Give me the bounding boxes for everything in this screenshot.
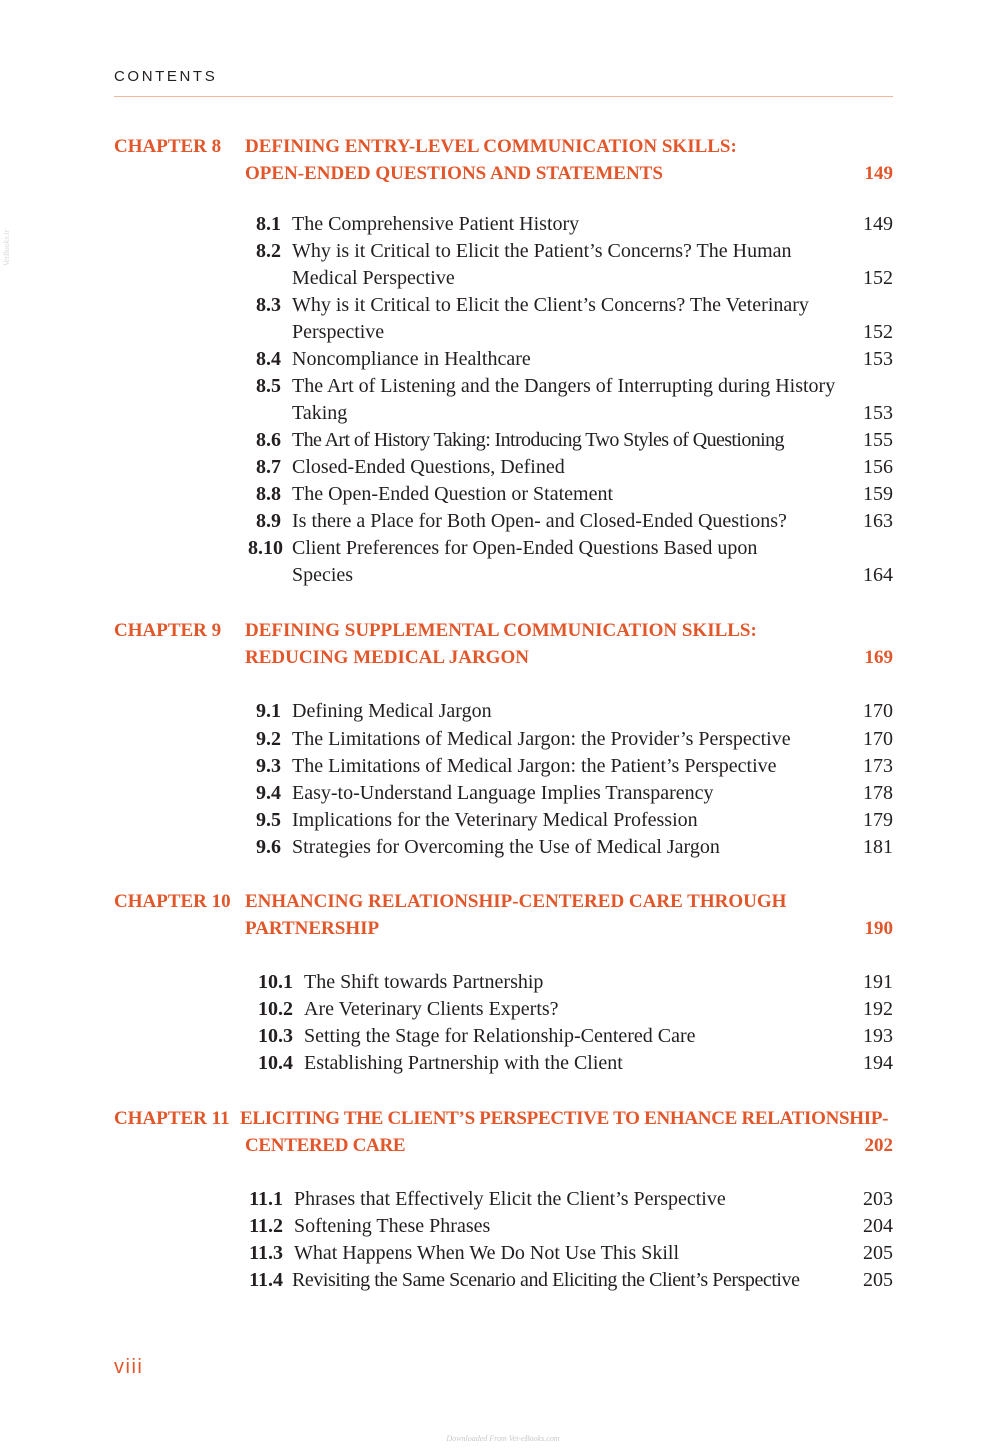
chapter-title: DEFINING SUPPLEMENTAL COMMUNICATION SKILLS: REDUCING MEDICAL JARGON (245, 620, 757, 668)
section-title: Implications for the Veterinary Medical Profession (292, 809, 698, 831)
toc-entry[interactable] (114, 807, 893, 834)
section-title: Closed-Ended Questions, Defined (292, 456, 565, 478)
section-page-number: 178 (863, 782, 893, 804)
toc-entry[interactable] (114, 969, 893, 996)
section-number: 9.1 (256, 700, 281, 722)
section-page-number: 193 (863, 1025, 893, 1047)
header-rule (114, 96, 893, 97)
chapter-heading[interactable] (114, 617, 893, 671)
section-page-number: 170 (863, 728, 893, 750)
section-number: 8.7 (256, 456, 281, 478)
toc-entry[interactable] (114, 698, 893, 725)
toc-entry[interactable] (114, 238, 893, 292)
section-number: 11.4 (249, 1269, 283, 1291)
chapter-heading[interactable] (114, 1105, 893, 1159)
section-title: Strategies for Overcoming the Use of Medical Jargon (292, 836, 720, 858)
toc-entry[interactable] (114, 454, 893, 481)
section-title: The Comprehensive Patient History (292, 213, 580, 235)
side-watermark: VetBooks.ir (2, 229, 11, 266)
section-title: The Art of History Taking: Introducing Two Styles of Questioning (292, 429, 784, 451)
section-title: Client Preferences for Open-Ended Questions Based upon Species (292, 537, 758, 586)
section-page-number: 173 (863, 755, 893, 777)
section-page-number: 163 (863, 510, 893, 532)
section-title: Defining Medical Jargon (292, 700, 492, 722)
section-number: 11.1 (249, 1188, 283, 1210)
section-title: Establishing Partnership with the Client (304, 1052, 623, 1074)
section-page-number: 179 (863, 809, 893, 831)
section-number: 8.6 (256, 429, 281, 451)
section-number: 9.4 (256, 782, 281, 804)
chapter-label: CHAPTER 10 (114, 891, 231, 912)
section-page-number: 156 (863, 456, 893, 478)
section-number: 11.2 (249, 1215, 283, 1237)
chapter-label: CHAPTER 8 (114, 136, 222, 157)
chapter-label: CHAPTER 11 (114, 1108, 230, 1129)
toc-entry[interactable] (114, 753, 893, 780)
toc-entry[interactable] (114, 427, 893, 454)
chapter-page-number: 169 (864, 647, 893, 668)
running-head: CONTENTS (114, 68, 218, 85)
section-title: The Limitations of Medical Jargon: the Patient’s Perspective (292, 755, 777, 777)
section-number: 9.3 (256, 755, 281, 777)
section-number: 10.3 (258, 1025, 293, 1047)
toc-entry[interactable] (114, 1213, 893, 1240)
section-page-number: 152 (863, 321, 893, 343)
toc-entry[interactable] (114, 726, 893, 753)
toc-entry[interactable] (114, 1267, 893, 1294)
section-title: The Shift towards Partnership (304, 971, 544, 993)
toc-entry[interactable] (114, 834, 893, 861)
section-title: Why is it Critical to Elicit the Patient’s Concerns? The Human Medical Perspective (292, 240, 792, 289)
section-page-number: 155 (863, 429, 893, 451)
section-number: 8.4 (256, 348, 281, 370)
toc-entry[interactable] (114, 373, 893, 427)
section-number: 8.3 (256, 294, 281, 316)
section-page-number: 152 (863, 267, 893, 289)
section-number: 8.1 (256, 213, 281, 235)
section-title: What Happens When We Do Not Use This Skill (294, 1242, 680, 1264)
section-number: 9.6 (256, 836, 281, 858)
toc-entry[interactable] (114, 292, 893, 346)
section-page-number: 164 (863, 564, 893, 586)
section-page-number: 153 (863, 348, 893, 370)
section-page-number: 194 (863, 1052, 893, 1074)
chapter-label: CHAPTER 9 (114, 620, 222, 641)
section-page-number: 170 (863, 700, 893, 722)
page-folio: viii (114, 1356, 144, 1378)
section-title: Easy-to-Understand Language Implies Transparency (292, 782, 714, 804)
section-title: Softening These Phrases (294, 1215, 491, 1237)
footer-watermark: Downloaded From Vet-eBooks.com (446, 1434, 560, 1443)
section-page-number: 181 (863, 836, 893, 858)
toc-entry[interactable] (114, 1050, 893, 1077)
toc-entry[interactable] (114, 535, 893, 589)
section-title: Noncompliance in Healthcare (292, 348, 531, 370)
section-number: 9.2 (256, 728, 281, 750)
section-number: 10.2 (258, 998, 293, 1020)
section-page-number: 191 (863, 971, 893, 993)
section-page-number: 149 (863, 213, 893, 235)
section-page-number: 203 (863, 1188, 893, 1210)
chapter-title: ENHANCING RELATIONSHIP-CENTERED CARE THROUGH PARTNERSHIP (245, 891, 787, 939)
section-title: Why is it Critical to Elicit the Client’s Concerns? The Veterinary Perspective (292, 294, 809, 343)
section-number: 8.9 (256, 510, 281, 532)
section-number: 10.1 (258, 971, 293, 993)
section-number: 8.10 (248, 537, 283, 559)
chapter-title: ELICITING THE CLIENT’S PERSPECTIVE TO ENHANCE RELATIONSHIP- CENTERED CARE (240, 1108, 889, 1156)
toc-entry[interactable] (114, 1186, 893, 1213)
section-number: 11.3 (249, 1242, 283, 1264)
toc-entry[interactable] (114, 508, 893, 535)
section-title: The Limitations of Medical Jargon: the Provider’s Perspective (292, 728, 791, 750)
section-number: 10.4 (258, 1052, 293, 1074)
toc-entry[interactable] (114, 780, 893, 807)
section-title: The Open-Ended Question or Statement (292, 483, 614, 505)
section-title: Setting the Stage for Relationship-Centered Care (304, 1025, 696, 1047)
section-number: 8.5 (256, 375, 281, 397)
section-title: Is there a Place for Both Open- and Closed-Ended Questions? (292, 510, 787, 532)
section-page-number: 159 (863, 483, 893, 505)
toc-entry[interactable] (114, 346, 893, 373)
section-number: 8.2 (256, 240, 281, 262)
section-page-number: 153 (863, 402, 893, 424)
toc-entry[interactable] (114, 1240, 893, 1267)
toc-entry[interactable] (114, 1023, 893, 1050)
section-title: Phrases that Effectively Elicit the Client’s Perspective (294, 1188, 726, 1210)
chapter-heading[interactable] (114, 133, 893, 187)
section-title: The Art of Listening and the Dangers of Interrupting during History Taking (292, 375, 836, 424)
section-page-number: 205 (863, 1242, 893, 1264)
section-number: 8.8 (256, 483, 281, 505)
chapter-heading[interactable] (114, 888, 893, 942)
toc-entry[interactable] (114, 996, 893, 1023)
section-title: Are Veterinary Clients Experts? (304, 998, 559, 1020)
section-page-number: 204 (863, 1215, 893, 1237)
section-title: Revisiting the Same Scenario and Eliciting the Client’s Perspective (292, 1269, 800, 1291)
chapter-title: DEFINING ENTRY-LEVEL COMMUNICATION SKILLS: OPEN-ENDED QUESTIONS AND STATEMENTS (245, 136, 737, 184)
toc-entry[interactable] (114, 481, 893, 508)
section-number: 9.5 (256, 809, 281, 831)
section-page-number: 192 (863, 998, 893, 1020)
section-page-number: 205 (863, 1269, 893, 1291)
toc-entry[interactable] (114, 211, 893, 238)
chapter-page-number: 190 (864, 918, 893, 939)
chapter-page-number: 149 (864, 163, 893, 184)
chapter-page-number: 202 (864, 1135, 893, 1156)
